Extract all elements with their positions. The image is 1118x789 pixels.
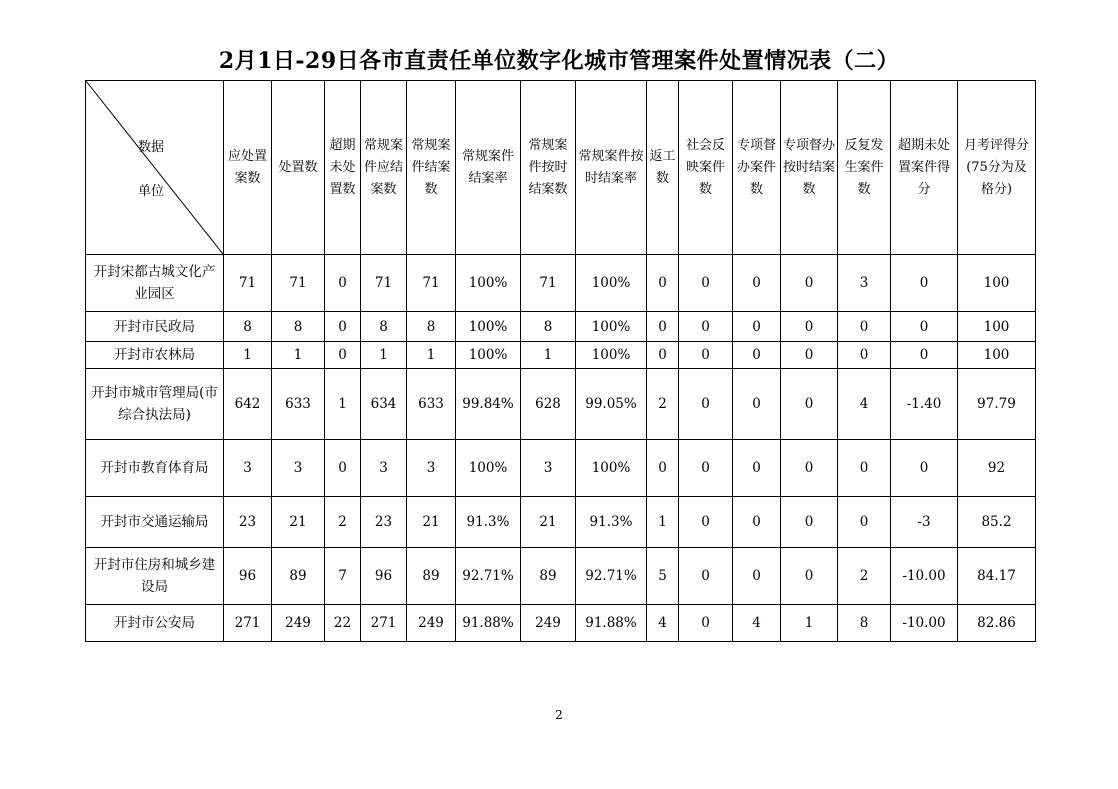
cell: 100% bbox=[576, 342, 647, 369]
cell: 0 bbox=[733, 342, 781, 369]
cell: 1 bbox=[224, 342, 272, 369]
cell: 2 bbox=[325, 497, 361, 548]
corner-bottom-label: 单位 bbox=[138, 184, 165, 199]
cell: -10.00 bbox=[891, 605, 958, 642]
cell: 4 bbox=[838, 369, 891, 440]
cell: 0 bbox=[679, 312, 733, 342]
cell: 0 bbox=[781, 548, 838, 605]
cell: 84.17 bbox=[958, 548, 1036, 605]
cell: 0 bbox=[838, 497, 891, 548]
cell: 23 bbox=[224, 497, 272, 548]
cell: 0 bbox=[325, 342, 361, 369]
cell: 100% bbox=[576, 440, 647, 497]
cell: -3 bbox=[891, 497, 958, 548]
cell: 4 bbox=[733, 605, 781, 642]
cell: 0 bbox=[647, 312, 679, 342]
cell: 0 bbox=[733, 255, 781, 312]
cell: 3 bbox=[407, 440, 456, 497]
table-row bbox=[86, 440, 1036, 497]
cell: 71 bbox=[272, 255, 325, 312]
page-title: 2月1日-29日各市直责任单位数字化城市管理案件处置情况表（二） bbox=[218, 48, 900, 74]
unit-name: 开封市农林局 bbox=[86, 342, 224, 369]
cell: 96 bbox=[224, 548, 272, 605]
cell: 100 bbox=[958, 342, 1036, 369]
cell: 1 bbox=[361, 342, 407, 369]
table-row bbox=[86, 497, 1036, 548]
cell: 0 bbox=[733, 548, 781, 605]
cell: 0 bbox=[647, 440, 679, 497]
col-header: 返工数 bbox=[647, 81, 679, 255]
cell: 8 bbox=[361, 312, 407, 342]
header-row bbox=[86, 81, 1036, 255]
cell: 89 bbox=[521, 548, 576, 605]
cell: 271 bbox=[361, 605, 407, 642]
cell: 21 bbox=[521, 497, 576, 548]
cell: 71 bbox=[407, 255, 456, 312]
cell: 271 bbox=[224, 605, 272, 642]
cell: 0 bbox=[325, 255, 361, 312]
corner-top-label: 数据 bbox=[138, 140, 165, 155]
col-header: 社会反映案件数 bbox=[679, 81, 733, 255]
cell: 0 bbox=[679, 255, 733, 312]
cell: 89 bbox=[407, 548, 456, 605]
cell: 0 bbox=[733, 497, 781, 548]
cell: 3 bbox=[224, 440, 272, 497]
cell: 0 bbox=[647, 255, 679, 312]
cell: 0 bbox=[781, 369, 838, 440]
cell: 0 bbox=[733, 369, 781, 440]
cell: 8 bbox=[407, 312, 456, 342]
cell: 5 bbox=[647, 548, 679, 605]
cell: 633 bbox=[272, 369, 325, 440]
cell: 0 bbox=[891, 440, 958, 497]
cell: 0 bbox=[679, 342, 733, 369]
col-header: 常规案件应结案数 bbox=[361, 81, 407, 255]
cell: 2 bbox=[838, 548, 891, 605]
col-header: 常规案件按时结案数 bbox=[521, 81, 576, 255]
cell: 0 bbox=[679, 605, 733, 642]
cell: 633 bbox=[407, 369, 456, 440]
cell: 1 bbox=[272, 342, 325, 369]
cell: 3 bbox=[361, 440, 407, 497]
cell: 0 bbox=[325, 440, 361, 497]
cell: 21 bbox=[272, 497, 325, 548]
cell: 0 bbox=[838, 342, 891, 369]
cell: 1 bbox=[647, 497, 679, 548]
cell: 71 bbox=[361, 255, 407, 312]
col-header: 月考评得分(75分为及格分) bbox=[958, 81, 1036, 255]
cell: 0 bbox=[679, 497, 733, 548]
cell: 99.84% bbox=[456, 369, 521, 440]
cell: 7 bbox=[325, 548, 361, 605]
cell: 0 bbox=[733, 312, 781, 342]
cell: 82.86 bbox=[958, 605, 1036, 642]
table-row bbox=[86, 255, 1036, 312]
cell: 91.3% bbox=[576, 497, 647, 548]
cell: 1 bbox=[325, 369, 361, 440]
cell: 3 bbox=[838, 255, 891, 312]
cell: 8 bbox=[838, 605, 891, 642]
cell: 0 bbox=[679, 440, 733, 497]
cell: 249 bbox=[521, 605, 576, 642]
cell: 0 bbox=[891, 255, 958, 312]
cell: 0 bbox=[781, 497, 838, 548]
cell: 100% bbox=[576, 255, 647, 312]
diagonal-line bbox=[86, 81, 223, 254]
cell: 96 bbox=[361, 548, 407, 605]
cell: 92.71% bbox=[576, 548, 647, 605]
corner-cell bbox=[86, 81, 224, 255]
cell: 92.71% bbox=[456, 548, 521, 605]
cell: 71 bbox=[224, 255, 272, 312]
cell: 3 bbox=[272, 440, 325, 497]
page-number: 2 bbox=[555, 708, 563, 722]
cell: 100% bbox=[456, 440, 521, 497]
unit-name: 开封市住房和城乡建设局 bbox=[86, 548, 224, 605]
cell: 8 bbox=[224, 312, 272, 342]
col-header: 超期未处置案件得分 bbox=[891, 81, 958, 255]
cell: 0 bbox=[891, 342, 958, 369]
cell: 100% bbox=[456, 342, 521, 369]
cell: 91.3% bbox=[456, 497, 521, 548]
cell: 22 bbox=[325, 605, 361, 642]
cell: 3 bbox=[521, 440, 576, 497]
table-row bbox=[86, 312, 1036, 342]
cell: 1 bbox=[521, 342, 576, 369]
cell: 634 bbox=[361, 369, 407, 440]
cell: 0 bbox=[781, 312, 838, 342]
cell: 99.05% bbox=[576, 369, 647, 440]
unit-name: 开封宋都古城文化产业园区 bbox=[86, 255, 224, 312]
col-header: 专项督办按时结案数 bbox=[781, 81, 838, 255]
cell: 23 bbox=[361, 497, 407, 548]
cell: 628 bbox=[521, 369, 576, 440]
col-header: 反复发生案件数 bbox=[838, 81, 891, 255]
cell: 21 bbox=[407, 497, 456, 548]
cell: 85.2 bbox=[958, 497, 1036, 548]
cell: 0 bbox=[325, 312, 361, 342]
col-header: 应处置案数 bbox=[224, 81, 272, 255]
unit-name: 开封市城市管理局(市综合执法局) bbox=[86, 369, 224, 440]
cell: -1.40 bbox=[891, 369, 958, 440]
col-header: 处置数 bbox=[272, 81, 325, 255]
cell: 4 bbox=[647, 605, 679, 642]
cell: 97.79 bbox=[958, 369, 1036, 440]
cell: 89 bbox=[272, 548, 325, 605]
unit-name: 开封市教育体育局 bbox=[86, 440, 224, 497]
cell: 71 bbox=[521, 255, 576, 312]
col-header: 超期未处置数 bbox=[325, 81, 361, 255]
cell: 0 bbox=[838, 440, 891, 497]
cell: 0 bbox=[838, 312, 891, 342]
cell: 249 bbox=[272, 605, 325, 642]
table-row bbox=[86, 605, 1036, 642]
cell: 100% bbox=[576, 312, 647, 342]
col-header: 常规案件按时结案率 bbox=[576, 81, 647, 255]
cell: 100% bbox=[456, 255, 521, 312]
cell: 0 bbox=[647, 342, 679, 369]
cell: 2 bbox=[647, 369, 679, 440]
cell: 0 bbox=[733, 440, 781, 497]
col-header: 常规案件结案率 bbox=[456, 81, 521, 255]
cell: 8 bbox=[272, 312, 325, 342]
case-table bbox=[85, 80, 1036, 642]
cell: 100% bbox=[456, 312, 521, 342]
cell: 92 bbox=[958, 440, 1036, 497]
unit-name: 开封市民政局 bbox=[86, 312, 224, 342]
cell: 0 bbox=[781, 255, 838, 312]
cell: 1 bbox=[407, 342, 456, 369]
cell: 0 bbox=[781, 440, 838, 497]
cell: 1 bbox=[781, 605, 838, 642]
cell: 0 bbox=[891, 312, 958, 342]
unit-name: 开封市交通运输局 bbox=[86, 497, 224, 548]
cell: 0 bbox=[679, 369, 733, 440]
cell: 0 bbox=[781, 342, 838, 369]
cell: 100 bbox=[958, 255, 1036, 312]
cell: 100 bbox=[958, 312, 1036, 342]
cell: 91.88% bbox=[576, 605, 647, 642]
cell: 249 bbox=[407, 605, 456, 642]
col-header: 常规案件结案数 bbox=[407, 81, 456, 255]
col-header: 专项督办案件数 bbox=[733, 81, 781, 255]
table-row bbox=[86, 369, 1036, 440]
cell: -10.00 bbox=[891, 548, 958, 605]
cell: 91.88% bbox=[456, 605, 521, 642]
cell: 0 bbox=[679, 548, 733, 605]
unit-name: 开封市公安局 bbox=[86, 605, 224, 642]
table-row bbox=[86, 342, 1036, 369]
table-row bbox=[86, 548, 1036, 605]
cell: 642 bbox=[224, 369, 272, 440]
cell: 8 bbox=[521, 312, 576, 342]
